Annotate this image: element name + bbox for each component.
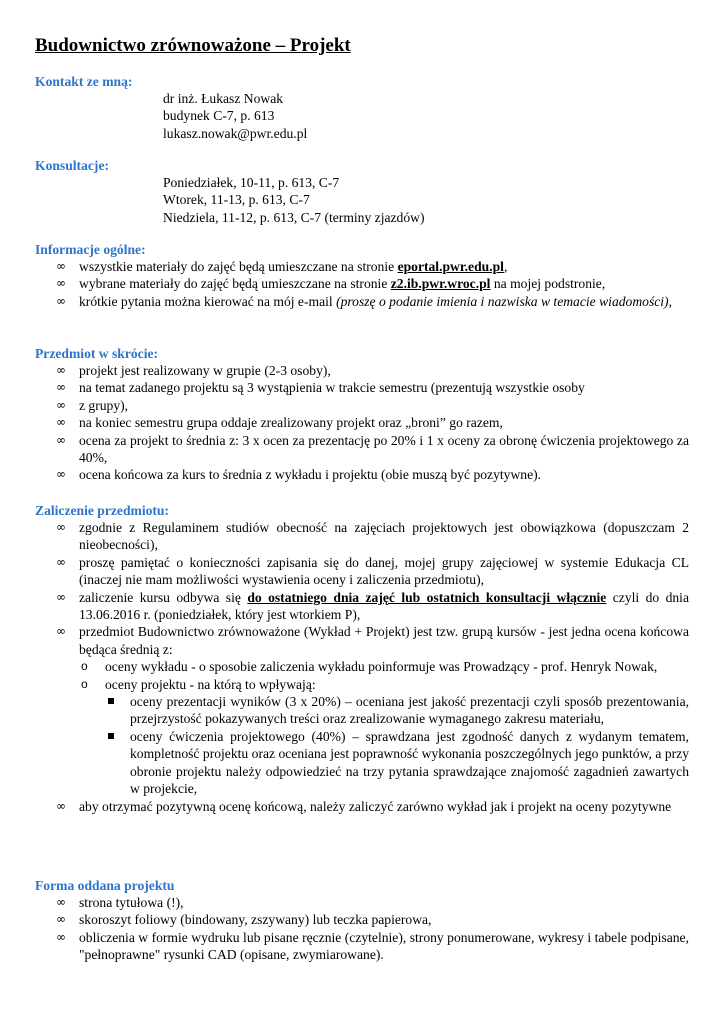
consult-line-1: Poniedziałek, 10-11, p. 613, C-7 bbox=[163, 175, 340, 190]
circle-bullet-icon: o bbox=[81, 676, 88, 691]
list-item: ∞ zaliczenie kursu odbywa się do ostatniego dnia zajęć lub ostatnich konsultacji włącznie czyli do dnia 13.06.2016 r. (poniedziałek, który jest wtorkiem P), bbox=[56, 589, 689, 623]
consult-line-2: Wtorek, 11-13, p. 613, C-7 bbox=[163, 192, 310, 208]
list-item: oceny ćwiczenia projektowego (40%) – sprawdzana jest zgodność danych z wydanym tematem, kompletność projektu oraz oceniana jest poprawność wykonania poszczególnych jego punktów, a przy obronie projektu należy odpowiedzieć na trzy pytania sprawdzające znajomość zagadnień zawartych w projekcie, bbox=[105, 728, 689, 798]
form-heading: Forma oddana projektu bbox=[35, 878, 175, 893]
summary-list bbox=[0, 362, 724, 484]
circle-bullet-icon: o bbox=[81, 659, 88, 674]
square-bullet-icon bbox=[108, 698, 114, 704]
infinity-bullet-icon: ∞ bbox=[56, 895, 66, 909]
page-title: Budownictwo zrównoważone – Projekt bbox=[35, 35, 351, 56]
infinity-bullet-icon: ∞ bbox=[56, 520, 66, 534]
info-list bbox=[0, 258, 724, 310]
list-item: ∞ proszę pamiętać o konieczności zapisania się do danej, mojej grupy zajęciowej w systemie Edukacja CL (inaczej nie mam możliwości wystawienia oceny i zaliczenia przedmiotu), bbox=[56, 554, 689, 588]
list-item: ∞ strona tytułowa (!), bbox=[56, 895, 184, 910]
contact-block bbox=[163, 90, 307, 142]
infinity-bullet-icon: ∞ bbox=[56, 589, 66, 604]
infinity-bullet-icon: ∞ bbox=[56, 293, 66, 308]
infinity-bullet-icon: ∞ bbox=[56, 432, 66, 447]
contact-heading: Kontakt ze mną: bbox=[35, 74, 133, 89]
infinity-bullet-icon: ∞ bbox=[56, 798, 66, 813]
infinity-bullet-icon: ∞ bbox=[56, 912, 66, 927]
list-item: o oceny wykładu - o sposobie zaliczenia wykładu poinformuje was Prowadzący - prof. Henryk Nowak, bbox=[81, 659, 658, 675]
square-bullet-icon bbox=[108, 733, 114, 739]
list-item: ∞ aby otrzymać pozytywną ocenę końcową, należy zaliczyć zarówno wykład jak i projekt na oceny pozytywne bbox=[56, 798, 672, 814]
grade-components-list bbox=[79, 658, 689, 797]
list-item: ∞ ocena za projekt to średnia z: 3 x ocen za prezentację po 20% i 1 x oceny za obronę ćwiczenia projektowego za 40%, bbox=[56, 432, 689, 466]
form-list bbox=[0, 894, 724, 964]
infinity-bullet-icon: ∞ bbox=[56, 624, 66, 639]
list-item: ∞ wybrane materiały do zajęć będą umieszczane na stronie z2.ib.pwr.wroc.pl na mojej podstronie, bbox=[56, 276, 606, 292]
list-item: ∞ ocena końcowa za kurs to średnia z wykładu i projektu (obie muszą być pozytywne). bbox=[56, 467, 542, 483]
list-item: ∞ na temat zadanego projektu są 3 wystąpienia w trakcie semestru (prezentują wszystkie osoby bbox=[56, 380, 585, 396]
deadline-emphasis: do ostatniego dnia zajęć lub ostatnich konsultacji włącznie bbox=[247, 589, 607, 605]
list-item: ∞ wszystkie materiały do zajęć będą umieszczane na stronie eportal.pwr.edu.pl, bbox=[56, 259, 508, 274]
contact-building: budynek C-7, p. 613 bbox=[163, 108, 275, 124]
contact-email: lukasz.nowak@pwr.edu.pl bbox=[163, 125, 308, 141]
eportal-link[interactable]: eportal.pwr.edu.pl bbox=[397, 259, 504, 274]
pass-list bbox=[0, 519, 724, 815]
infinity-bullet-icon: ∞ bbox=[56, 415, 66, 430]
infinity-bullet-icon: ∞ bbox=[56, 397, 66, 412]
pass-heading: Zaliczenie przedmiotu: bbox=[35, 503, 170, 518]
list-item: ∞ zgodnie z Regulaminem studiów obecność na zajęciach projektowych jest obowiązkowa (dopuszczam 2 nieobecności), bbox=[56, 520, 689, 553]
infinity-bullet-icon: ∞ bbox=[56, 467, 66, 482]
contact-name: dr inż. Łukasz Nowak bbox=[163, 91, 284, 106]
infinity-bullet-icon: ∞ bbox=[56, 554, 66, 569]
consult-block bbox=[163, 174, 424, 226]
list-item: ∞ skoroszyt foliowy (bindowany, zszywany) lub teczka papierowa, bbox=[56, 912, 432, 928]
list-item: ∞ na koniec semestru grupa oddaje zrealizowany projekt oraz „broni” go razem, bbox=[56, 415, 503, 431]
list-item: ∞ obliczenia w formie wydruku lub pisane ręcznie (czytelnie), strony ponumerowane, wykresy i tabele podpisane, "pełnoprawne" rysunki CAD (opisane, zwymiarowane). bbox=[56, 929, 689, 963]
list-item: ∞ projekt jest realizowany w grupie (2-3 osoby), bbox=[56, 363, 331, 378]
infinity-bullet-icon: ∞ bbox=[56, 929, 66, 944]
infinity-bullet-icon: ∞ bbox=[56, 276, 66, 291]
list-item: oceny prezentacji wyników (3 x 20%) – oceniana jest jakość prezentacji czyli sposób prezentowania, przejrzystość pokazywanych treści oraz zrealizowanie wymaganego zakresu materiału, bbox=[105, 693, 689, 728]
list-item: ∞ z grupy), bbox=[56, 397, 129, 413]
z2-link[interactable]: z2.ib.pwr.wroc.pl bbox=[390, 276, 491, 292]
consult-line-3: Niedziela, 11-12, p. 613, C-7 (terminy zjazdów) bbox=[163, 209, 425, 225]
info-heading: Informacje ogólne: bbox=[35, 242, 146, 257]
project-grade-list bbox=[105, 693, 689, 797]
list-item: ∞ przedmiot Budownictwo zrównoważone (Wykład + Projekt) jest tzw. grupą kursów - jest jedna ocena końcowa będąca średnią z: o oceny wykładu - o sposobie zaliczenia wykładu poinformuje was Prowadzący - prof. Henryk Nowak, o oceny projektu - na którą to wpływają: oceny prezentacji wyników (3 x 20%) – oceniana jest jakość prezentacji czyli sposób prezentowania, przejrzystość pokazywanych treści oraz zrealizowanie wymaganego zakresu materiału, oceny ćwiczenia projektowego (40%) – sprawdzana jest zgodność danych z wydanym tematem, kompletność projektu oraz oceniana jest poprawność wykonania poszczególnych jego punktów, a przy obronie projektu należy odpowiedzieć na trzy pytania sprawdzające znajomość zagadnień zawartych w projekcie, bbox=[56, 624, 689, 797]
infinity-bullet-icon: ∞ bbox=[56, 363, 66, 377]
list-item: o oceny projektu - na którą to wpływają: oceny prezentacji wyników (3 x 20%) – oceniana jest jakość prezentacji czyli sposób prezentowania, przejrzystość pokazywanych treści oraz zrealizowanie wymaganego zakresu materiału, oceny ćwiczenia projektowego (40%) – sprawdzana jest zgodność danych z wydanym tematem, kompletność projektu oraz oceniana jest poprawność wykonania poszczególnych jego punktów, a przy obronie projektu należy odpowiedzieć na trzy pytania sprawdzające znajomość zagadnień zawartych w projekcie, bbox=[81, 676, 689, 797]
infinity-bullet-icon: ∞ bbox=[56, 259, 66, 273]
infinity-bullet-icon: ∞ bbox=[56, 380, 66, 395]
list-item: ∞ krótkie pytania można kierować na mój e-mail (proszę o podanie imienia i nazwiska w temacie wiadomości), bbox=[56, 293, 672, 309]
consult-heading: Konsultacje: bbox=[35, 158, 110, 173]
summary-heading: Przedmiot w skrócie: bbox=[35, 346, 159, 361]
